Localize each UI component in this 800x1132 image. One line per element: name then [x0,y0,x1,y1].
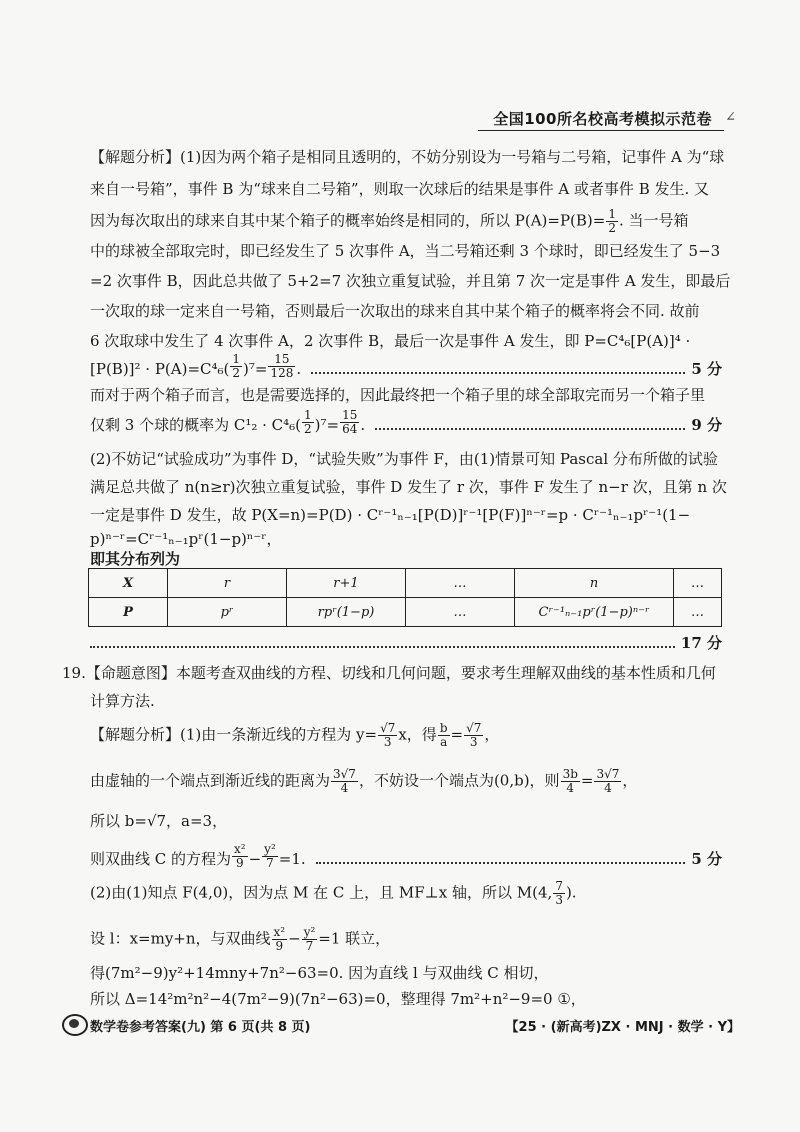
q19-line-3: 【解题分析】(1)由一条渐近线的方程为 y= $\frac{√7}{3}$ x，得 $\frac{b}{a}$ = $\frac{√7}{3}$ ， [90,721,500,749]
table-cell: pʳ [168,598,287,627]
q18-line-7: 6 次取球中发生了 4 次事件 A，2 次事件 B，最后一次是事件 A 发生，即 P=C⁴₆[P(A)]⁴ · [90,332,691,350]
q19-line-7: (2)由(1)知点 F(4,0)，因为点 M 在 C 上，且 MF⊥x 轴，所以 M(4, $\frac{7}{3}$ ). [90,879,577,907]
q18-line-3 [90,208,715,235]
table-cell: r+1 [287,569,406,598]
q18-part2-line-3: 一定是事件 D 发生，故 P(X=n)=P(D) · Cʳ⁻¹ₙ₋₁[P(D)]ʳ⁻¹[P(F)]ⁿ⁻ʳ=p · Cʳ⁻¹ₙ₋₁pʳ⁻¹(1− [90,506,691,524]
q19-line-2: 计算方法. [90,692,155,710]
fraction: $\frac{\text{y²}}{7}$ [303,925,316,953]
table-row [89,598,722,627]
table-cell: Cʳ⁻¹ₙ₋₁pʳ(1−p)ⁿ⁻ʳ [515,598,674,627]
score-9: 9 分 [691,416,722,434]
q18-line-8-text: [P(B)]² · P(A)=C⁴₆( [90,360,230,378]
q18-line-10 [90,402,722,436]
q19-line-8: 设 l：x=my+n，与双曲线 $\frac{\text{x²}}{9}$ − $\frac{\text{y²}}{7}$ =1 联立， [90,925,391,953]
fraction: $\frac{√7}{3}$ [380,721,396,749]
q18-line-8 [90,346,722,380]
q18-line-10-mid: )⁷= [314,416,340,434]
q19-line-7-text: (2)由(1)知点 F(4,0)，因为点 M 在 C 上，且 MF⊥x 轴，所以 M(4, [90,883,553,902]
dot-leader [316,862,686,864]
q19-line-8-text: 设 l：x=my+n，与双曲线 [90,929,271,948]
q19-line-1: 19.【命题意图】本题考查双曲线的方程、切线和几何问题，要求考生理解双曲线的基本性质和几何 [62,664,716,682]
fraction: $\frac{3√7}{4}$ [333,767,356,795]
table-cell: n [515,569,674,598]
distribution-table [88,568,722,627]
footer-page-info: 数学卷参考答案(九) 第 6 页(共 8 页) [90,1020,311,1035]
fraction: $\frac{\text{y²}}{7}$ [264,842,276,870]
fraction: $\frac{\text{x²}}{9}$ [234,842,246,870]
header-rule [478,130,724,131]
dot-leader [90,646,675,648]
q18-line-10-text: 仅剩 3 个球的概率为 C¹₂ · C⁴₆( [90,416,302,434]
footer [62,1012,740,1042]
fraction: $\frac{b}{a}$ [439,721,448,749]
q18-line-8-end: . [296,360,302,378]
score-17: 17 分 [680,634,722,652]
header-mark: ∠ [725,110,736,125]
q18-line-1: 【解题分析】(1)因为两个箱子是相同且透明的，不妨分别设为一号箱与二号箱，记事件 A 为“球 [90,148,725,166]
q19-line-10: 所以 Δ=14²m²n²−4(7m²−9)(7n²−63)=0，整理得 7m²+n²−9=0 ①， [90,990,586,1008]
table-cell: r [168,569,287,598]
table-cell: P [89,598,168,627]
q18-part2-line-1: (2)不妨记“试验成功”为事件 D，“试验失败”为事件 F，由(1)情景可知 Pascal 分布所做的试验 [90,450,718,468]
table-cell: X [89,569,168,598]
q19-line-6: 则双曲线 C 的方程为 $\frac{\text{x²}}{9}$ − $\frac{\text{y²}}{7}$ =1. 5 分 [90,842,722,870]
q19-line-4-text: 由虚轴的一个端点到渐近线的距离为 [90,771,331,790]
table-cell: rpʳ(1−p) [287,598,406,627]
q19-line-6-text: 则双曲线 C 的方程为 [90,850,232,868]
q19-line-4: 由虚轴的一个端点到渐近线的距离为 $\frac{3√7}{4}$ ，不妨设一个端点为(0,b)，则 $\frac{3b}{4}$ = $\frac{3√7}{4}$ ， [90,767,638,795]
header-title: 全国100所名校高考模拟示范卷 [493,110,712,128]
fraction: $\frac{15}{128}$ [270,352,294,380]
fraction: $\frac{1}{2}$ [304,408,312,436]
q18-part2-line-2: 满足总共做了 n(n≥r)次独立重复试验，事件 D 发生了 r 次，事件 F 发生了 n−r 次，且第 n 次 [90,478,727,496]
q18-line-5: =2 次事件 B，因此总共做了 5+2=7 次独立重复试验，并且第 7 次一定是事件 A 发生，即最后 [90,272,731,290]
dot-leader [375,428,685,430]
q18-line-2: 来自一号箱”，事件 B 为“球来自二号箱”，则取一次球后的结果是事件 A 或者事件 B 发生. 又 [90,180,710,198]
q18-score-line [90,632,722,654]
q19-line-3-text: 【解题分析】(1)由一条渐近线的方程为 y= [90,725,378,744]
table-row [89,569,722,598]
q18-line-9: 而对于两个箱子而言，也是需要选择的，因此最终把一个箱子里的球全部取完而另一个箱子里 [90,386,706,404]
q18-line-8-mid: )⁷= [243,360,268,378]
table-cell: … [406,569,515,598]
q18-part2-line-5: 即其分布列为 [90,550,181,568]
q18-line-3-text: 因为每次取出的球来自其中某个箱子的概率始终是相同的，所以 P(A)=P(B)= [90,211,606,230]
fraction: $\frac{√7}{3}$ [466,721,482,749]
q18-line-4: 中的球被全部取完时，即已经发生了 5 次事件 A，当二号箱还剩 3 个球时，即已经发生了 5−3 [90,242,721,260]
q19-line-5: 所以 b=√7，a=3， [90,812,228,830]
q19-line-9: 得(7m²−9)y²+14mny+7n²−63=0. 因为直线 l 与双曲线 C 相切， [90,964,549,982]
fraction: $\frac{7}{3}$ [555,879,563,907]
dot-leader [311,372,685,374]
table-cell: … [406,598,515,627]
fraction: $\frac{1}{2}$ [232,352,241,380]
score-5: 5 分 [691,850,722,868]
q18-line-3-tail: . 当一号箱 [619,211,689,230]
fraction: $\frac{3b}{4}$ [562,767,578,795]
q18-line-6: 一次取的球一定来自一号箱，否则最后一次取出的球来自其中某个箱子的概率将会不同. 故前 [90,302,700,320]
fraction: $\frac{\text{x²}}{9}$ [273,925,286,953]
fraction: $\frac{3√7}{4}$ [596,767,620,795]
fraction: $\frac{15}{64}$ [342,408,358,436]
footer-code: 【25 · (新高考)ZX · MNJ · 数学 · Y】 [505,1020,740,1035]
score-5: 5 分 [691,360,722,378]
table-cell: … [674,569,722,598]
q18-part2-line-4: p)ⁿ⁻ʳ=Cʳ⁻¹ₙ₋₁pʳ(1−p)ⁿ⁻ʳ， [90,530,282,548]
table-cell: … [674,598,722,627]
q18-line-10-end: . [360,416,366,434]
logo-icon [62,1014,88,1036]
fraction: $\frac{1}{2}$ [608,207,616,235]
